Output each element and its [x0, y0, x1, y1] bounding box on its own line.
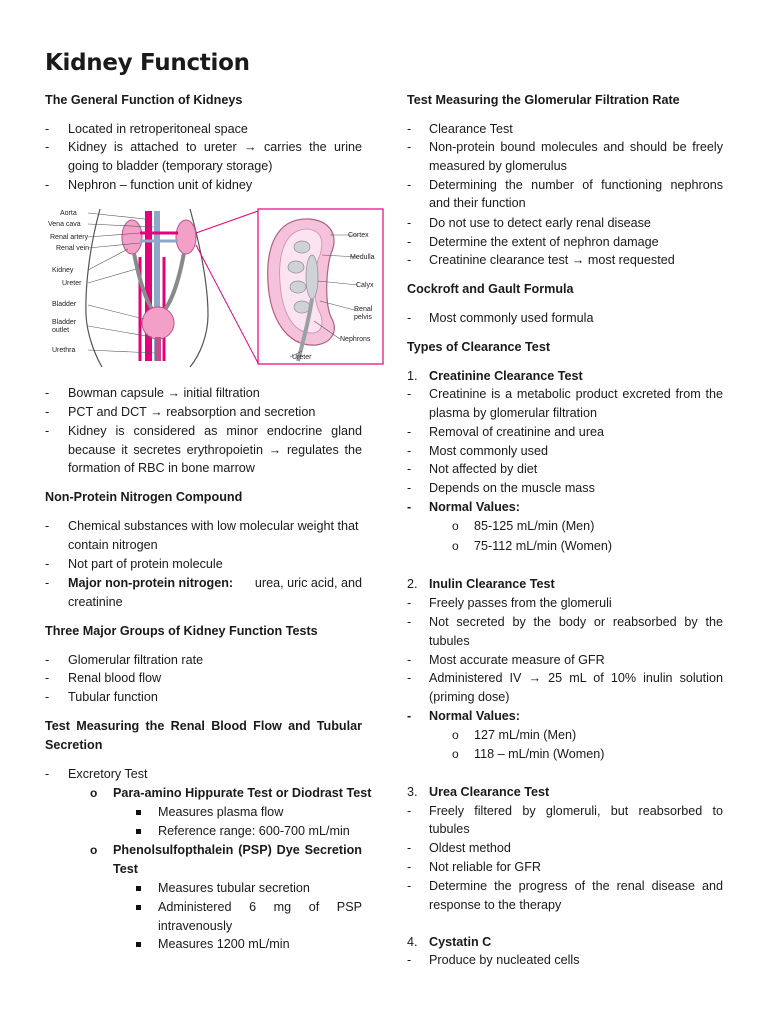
list-item: Creatinine is a metabolic product excreted from the — [429, 387, 723, 401]
dash-bullet: - — [407, 462, 412, 476]
figure-label: Vena cava — [48, 221, 81, 228]
list-item: Clearance Test — [429, 122, 513, 136]
list-item-cont: and their function — [429, 196, 526, 210]
list-item-cont: tubules — [429, 822, 470, 836]
figure-label: Bladder — [52, 301, 77, 308]
dash-bullet: - — [45, 424, 50, 438]
list-item: Bowman capsule → initial filtration — [68, 386, 260, 400]
dash-bullet: - — [45, 122, 50, 136]
section-heading-rbf-cont: Secretion — [45, 738, 103, 752]
list-item: Located in retroperitoneal space — [68, 122, 248, 136]
circle-bullet: o — [452, 747, 459, 761]
page-title: Kidney Function — [45, 50, 250, 76]
list-item: Chemical substances with low molecular weight that — [68, 519, 359, 533]
list-item: Not secreted by the body or reabsorbed by the — [429, 615, 723, 629]
section-heading-cockroft: Cockroft and Gault Formula — [407, 282, 574, 296]
figure-label: Aorta — [60, 210, 77, 217]
sub-item: Para-amino Hippurate Test or Diodrast Test — [113, 786, 372, 800]
list-item: Removal of creatinine and urea — [429, 425, 605, 439]
subsection-title: Creatinine Clearance Test — [429, 369, 583, 383]
list-item: PCT and DCT → reabsorption and secretion — [68, 405, 316, 419]
dash-bullet: - — [45, 178, 50, 192]
square-bullet — [136, 942, 141, 947]
list-item-cont: contain nitrogen — [68, 538, 158, 552]
dash-bullet: - — [45, 653, 50, 667]
dash-bullet: - — [407, 235, 412, 249]
figure-label: Renal vein — [56, 245, 90, 252]
figure-label: Calyx — [356, 282, 374, 289]
list-item-cont: formation of RBC in bone marrow — [68, 461, 255, 475]
figure-label: Urethra — [52, 347, 76, 354]
figure-label: outlet — [52, 327, 70, 334]
dash-bullet: - — [407, 804, 412, 818]
list-item: Not reliable for GFR — [429, 860, 541, 874]
sub-sub-item: Administered 6 mg of PSP — [158, 900, 362, 914]
list-item: Produce by nucleated cells — [429, 953, 580, 967]
dash-bullet: - — [407, 140, 412, 154]
square-bullet — [136, 886, 141, 891]
list-item-cont: measured by glomerulus — [429, 159, 567, 173]
list-item: Kidney is attached to ureter → carries the urine — [68, 140, 362, 154]
dash-bullet: - — [45, 671, 50, 685]
list-item: Determining the number of functioning nephrons — [429, 178, 723, 192]
list-item: Glomerular filtration rate — [68, 653, 204, 667]
dash-bullet: - — [45, 557, 50, 571]
section-heading-rbf: Test Measuring the Renal Blood Flow and Tubular — [45, 719, 362, 733]
dash-bullet: - — [45, 767, 50, 781]
dash-bullet: - — [407, 953, 412, 967]
dash-bullet: - — [407, 253, 412, 267]
list-item-cont: response to the therapy — [429, 898, 562, 912]
sub-item: Phenolsulfopthalein (PSP) Dye Secretion — [113, 843, 362, 857]
square-bullet — [136, 829, 141, 834]
section-heading-types: Types of Clearance Test — [407, 340, 551, 354]
dash-bullet: - — [407, 860, 412, 874]
dash-bullet: - — [407, 178, 412, 192]
dash-bullet: - — [407, 671, 412, 685]
dash-bullet: - — [45, 405, 50, 419]
list-item: Do not use to detect early renal disease — [429, 216, 651, 230]
dash-bullet: - — [45, 140, 50, 154]
text: urea, uric acid, and — [254, 576, 362, 590]
list-item-cont: tubules — [429, 634, 470, 648]
dash-bullet: - — [407, 615, 412, 629]
normal-value: 85-125 mL/min (Men) — [474, 519, 595, 533]
list-item: Freely filtered by glomeruli, but reabsorbed to — [429, 804, 723, 818]
sub-sub-item: Measures 1200 mL/min — [158, 937, 290, 951]
normal-value: 127 mL/min (Men) — [474, 728, 577, 742]
subsection-title: Inulin Clearance Test — [429, 577, 555, 591]
list-item: Oldest method — [429, 841, 511, 855]
list-item-cont: (priming dose) — [429, 690, 510, 704]
list-item: Depends on the muscle mass — [429, 481, 595, 495]
list-item: Most commonly used — [429, 444, 548, 458]
figure-label: Medulla — [350, 254, 375, 261]
dash-bullet: - — [407, 311, 412, 325]
circle-bullet: o — [452, 519, 459, 533]
dash-bullet: - — [45, 386, 50, 400]
list-item: Not affected by diet — [429, 462, 538, 476]
list-item: Tubular function — [68, 690, 158, 704]
list-item: Determine the extent of nephron damage — [429, 235, 659, 249]
figure-label: Renal — [354, 306, 373, 313]
normal-value: 118 – mL/min (Women) — [474, 747, 605, 761]
dash-bullet: - — [407, 596, 412, 610]
dash-bullet: - — [407, 653, 412, 667]
circle-bullet: o — [452, 728, 459, 742]
dash-bullet: - — [407, 500, 412, 514]
list-item-cont: creatinine — [68, 595, 123, 609]
dash-bullet: - — [407, 425, 412, 439]
figure-label: pelvis — [354, 314, 372, 321]
dash-bullet: - — [407, 709, 412, 723]
figure-label: Kidney — [52, 267, 74, 274]
list-item: Determine the progress of the renal disease and — [429, 879, 723, 893]
list-item: Renal blood flow — [68, 671, 162, 685]
dash-bullet: - — [45, 519, 50, 533]
figure-label: Nephrons — [340, 336, 371, 343]
dash-bullet: - — [407, 444, 412, 458]
sub-sub-item: Measures plasma flow — [158, 805, 284, 819]
circle-bullet: o — [90, 843, 98, 857]
sub-sub-item: Reference range: 600-700 mL/min — [158, 824, 350, 838]
list-number: 1. — [407, 369, 418, 383]
figure-label: Renal artery — [50, 234, 89, 241]
section-heading-groups: Three Major Groups of Kidney Function Tests — [45, 624, 318, 638]
list-item: Excretory Test — [68, 767, 148, 781]
figure-label: Ureter — [62, 280, 82, 287]
dash-bullet: - — [407, 841, 412, 855]
normal-value: 75-112 mL/min (Women) — [474, 539, 613, 553]
dash-bullet: - — [407, 216, 412, 230]
kidney-anatomy-figure — [40, 205, 386, 369]
dash-bullet: - — [45, 690, 50, 704]
square-bullet — [136, 810, 141, 815]
list-item: Nephron – function unit of kidney — [68, 178, 253, 192]
list-item-cont: because it secretes erythropoietin → regulates the — [68, 443, 362, 457]
list-item: Creatinine clearance test → most requested — [429, 253, 675, 267]
subsection-title: Urea Clearance Test — [429, 785, 550, 799]
dash-bullet: - — [407, 387, 412, 401]
figure-label: Cortex — [348, 232, 369, 239]
list-item: Most accurate measure of GFR — [429, 653, 605, 667]
sub-item-cont: Test — [113, 862, 138, 876]
list-item: Freely passes from the glomeruli — [429, 596, 612, 610]
normal-values-label: Normal Values: — [429, 500, 520, 514]
sub-sub-item-cont: intravenously — [158, 919, 233, 933]
list-item — [68, 574, 362, 592]
list-item: Non-protein bound molecules and should be freely — [429, 140, 723, 154]
dash-bullet: - — [407, 122, 412, 136]
list-item: Kidney is considered as minor endocrine gland — [68, 424, 362, 438]
sub-sub-item: Measures tubular secretion — [158, 881, 310, 895]
dash-bullet: - — [407, 481, 412, 495]
section-heading-gfr: Test Measuring the Glomerular Filtration Rate — [407, 93, 680, 107]
section-heading-general: The General Function of Kidneys — [45, 93, 243, 107]
dash-bullet: - — [407, 879, 412, 893]
list-item: Administered IV → 25 mL of 10% inulin solution — [429, 671, 723, 685]
circle-bullet: o — [90, 786, 98, 800]
square-bullet — [136, 905, 141, 910]
list-item-cont: plasma by glomerular filtration — [429, 406, 597, 420]
figure-label: Ureter — [292, 354, 312, 361]
list-item: Not part of protein molecule — [68, 557, 223, 571]
section-heading-npn: Non-Protein Nitrogen Compound — [45, 490, 243, 504]
subsection-title: Cystatin C — [429, 935, 492, 949]
list-number: 4. — [407, 935, 418, 949]
list-item-cont: going to bladder (temporary storage) — [68, 159, 273, 173]
normal-values-label: Normal Values: — [429, 709, 520, 723]
figure-label: Bladder — [52, 319, 77, 326]
dash-bullet: - — [45, 576, 50, 590]
list-item: Most commonly used formula — [429, 311, 594, 325]
bold-label: Major non-protein nitrogen: — [68, 576, 234, 590]
circle-bullet: o — [452, 539, 459, 553]
list-number: 3. — [407, 785, 418, 799]
list-number: 2. — [407, 577, 418, 591]
